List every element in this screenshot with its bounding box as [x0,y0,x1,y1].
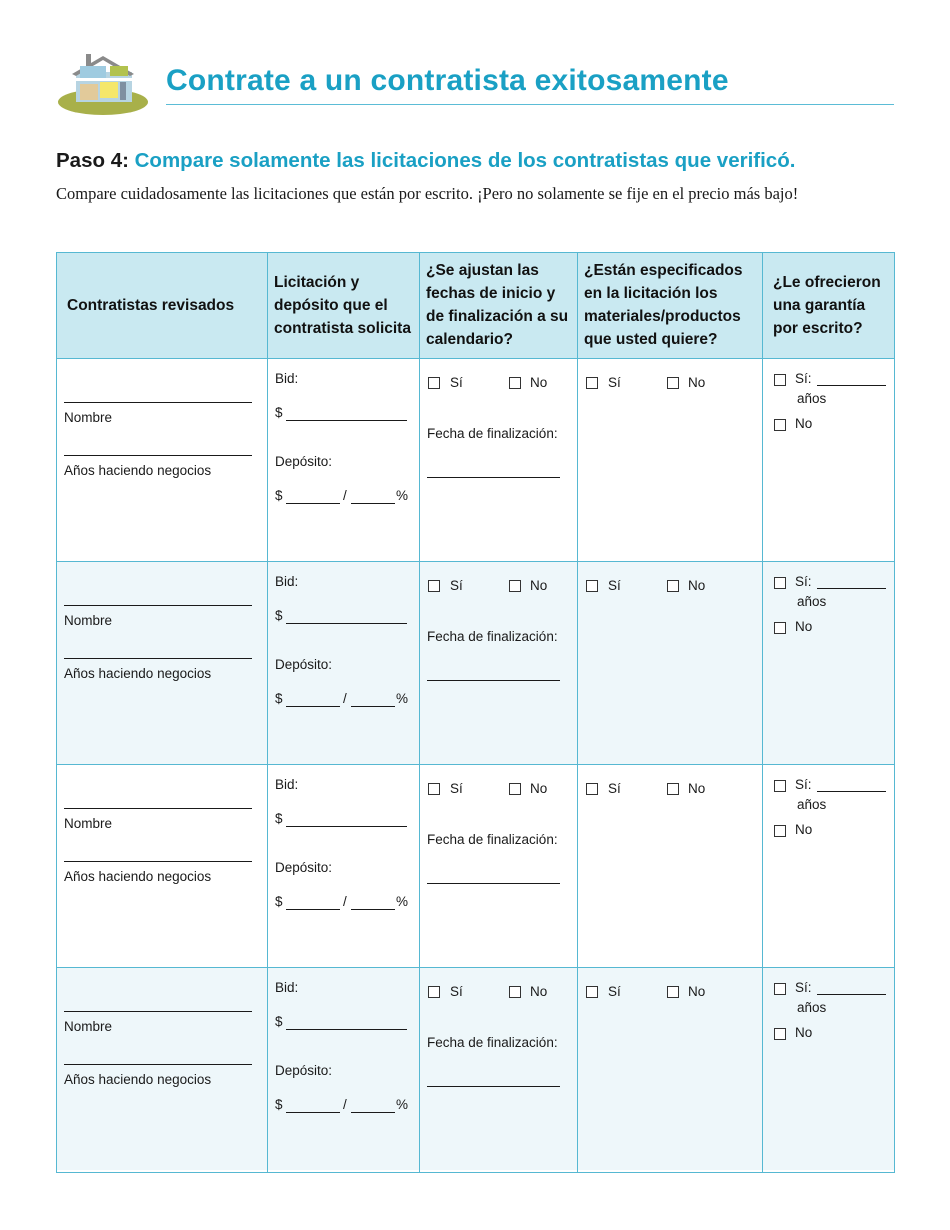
deposit-amount-field[interactable] [286,706,340,707]
materials-no-checkbox[interactable] [667,377,679,389]
deposit-percent-sign: % [396,691,409,706]
warranty-years-label: años [797,594,827,609]
warranty-no-label: No [795,1025,813,1040]
schedule-yes-checkbox[interactable] [428,580,440,592]
bid-label: Bid: [275,980,299,995]
intro-text: Compare cuidadosamente las licitaciones que están por escrito. ¡Pero no solamente se fije en el precio más bajo! [56,184,799,203]
years-in-business-field[interactable] [64,861,252,862]
column-header-line: fechas de inicio y [426,285,556,302]
warranty-no-label: No [795,619,813,634]
deposit-percent-field[interactable] [351,909,395,910]
deposit-dollar-sign: $ [275,1097,283,1112]
column-header-line: en la licitación los [584,285,718,302]
bid-amount-field[interactable] [286,826,407,827]
bid-dollar-sign: $ [275,1014,283,1029]
name-label: Nombre [64,816,113,831]
deposit-amount-field[interactable] [286,909,340,910]
column-header-line: materiales/productos [584,308,741,325]
warranty-yes-label: Sí: [795,980,812,995]
deposit-dollar-sign: $ [275,894,283,909]
deposit-label: Depósito: [275,657,333,672]
deposit-label: Depósito: [275,454,333,469]
warranty-years-field[interactable] [817,588,886,589]
end-date-field[interactable] [427,477,560,478]
materials-no-checkbox[interactable] [667,986,679,998]
column-header-line: ¿Se ajustan las [426,262,539,279]
materials-no-checkbox[interactable] [667,580,679,592]
name-field[interactable] [64,808,252,809]
schedule-no-checkbox[interactable] [509,986,521,998]
deposit-percent-sign: % [396,1097,409,1112]
years-in-business-field[interactable] [64,658,252,659]
schedule-no-label: No [530,375,548,390]
column-header-line: una garantía [773,296,866,314]
step-text: Compare solamente las licitaciones de los contratistas que verificó. [134,149,796,172]
schedule-yes-label: Sí [450,578,463,593]
schedule-yes-label: Sí [450,781,463,796]
schedule-no-label: No [530,781,548,796]
end-date-label: Fecha de finalización: [427,629,558,644]
deposit-amount-field[interactable] [286,503,340,504]
name-field[interactable] [64,605,252,606]
name-label: Nombre [64,613,113,628]
warranty-no-checkbox[interactable] [774,1028,786,1040]
schedule-no-checkbox[interactable] [509,783,521,795]
warranty-years-field[interactable] [817,994,886,995]
deposit-dollar-sign: $ [275,488,283,503]
materials-no-label: No [688,578,706,593]
warranty-years-label: años [797,391,827,406]
years-in-business-label: Años haciendo negocios [64,666,212,681]
deposit-percent-field[interactable] [351,706,395,707]
deposit-percent-sign: % [396,894,409,909]
end-date-label: Fecha de finalización: [427,832,558,847]
warranty-years-label: años [797,1000,827,1015]
warranty-no-checkbox[interactable] [774,622,786,634]
deposit-percent-field[interactable] [351,1112,395,1113]
materials-yes-label: Sí [608,984,621,999]
deposit-slash: / [343,1097,347,1112]
bid-amount-field[interactable] [286,623,407,624]
warranty-years-label: años [797,797,827,812]
schedule-yes-checkbox[interactable] [428,783,440,795]
warranty-no-checkbox[interactable] [774,825,786,837]
years-in-business-field[interactable] [64,455,252,456]
schedule-yes-label: Sí [450,375,463,390]
warranty-no-checkbox[interactable] [774,419,786,431]
bid-dollar-sign: $ [275,608,283,623]
warranty-yes-checkbox[interactable] [774,983,786,995]
years-in-business-label: Años haciendo negocios [64,869,212,884]
bid-label: Bid: [275,574,299,589]
bid-amount-field[interactable] [286,420,407,421]
bid-dollar-sign: $ [275,811,283,826]
materials-yes-label: Sí [608,578,621,593]
schedule-yes-checkbox[interactable] [428,377,440,389]
materials-yes-checkbox[interactable] [586,986,598,998]
column-header-line: por escrito? [773,319,863,337]
warranty-no-label: No [795,416,813,431]
materials-no-checkbox[interactable] [667,783,679,795]
house-logo-icon [56,52,150,118]
column-header-line: Contratistas revisados [67,296,235,314]
deposit-slash: / [343,894,347,909]
warranty-yes-checkbox[interactable] [774,780,786,792]
deposit-dollar-sign: $ [275,691,283,706]
step-heading [56,149,795,173]
materials-no-label: No [688,781,706,796]
materials-yes-checkbox[interactable] [586,783,598,795]
comparison-table [56,252,895,1173]
name-field[interactable] [64,1011,252,1012]
name-label: Nombre [64,410,113,425]
schedule-yes-checkbox[interactable] [428,986,440,998]
end-date-field[interactable] [427,1086,560,1087]
materials-yes-checkbox[interactable] [586,580,598,592]
warranty-yes-checkbox[interactable] [774,577,786,589]
warranty-yes-checkbox[interactable] [774,374,786,386]
warranty-years-field[interactable] [817,791,886,792]
schedule-no-label: No [530,578,548,593]
deposit-amount-field[interactable] [286,1112,340,1113]
warranty-yes-label: Sí: [795,574,812,589]
column-header-line: ¿Están especificados [584,262,743,279]
column-header-line: ¿Le ofrecieron [773,273,881,291]
end-date-label: Fecha de finalización: [427,1035,558,1050]
end-date-field[interactable] [427,680,560,681]
materials-yes-label: Sí [608,375,621,390]
schedule-no-checkbox[interactable] [509,580,521,592]
column-header-line: depósito que el [274,296,388,314]
materials-no-label: No [688,984,706,999]
end-date-field[interactable] [427,883,560,884]
deposit-percent-field[interactable] [351,503,395,504]
materials-yes-checkbox[interactable] [586,377,598,389]
column-header-line: que usted quiere? [584,331,718,348]
schedule-no-checkbox[interactable] [509,377,521,389]
page-title: Contrate a un contratista exitosamente [166,64,729,97]
column-header-line: contratista solicita [274,319,411,337]
materials-yes-label: Sí [608,781,621,796]
warranty-no-label: No [795,822,813,837]
bid-label: Bid: [275,777,299,792]
deposit-slash: / [343,488,347,503]
bid-amount-field[interactable] [286,1029,407,1030]
schedule-yes-label: Sí [450,984,463,999]
warranty-years-field[interactable] [817,385,886,386]
bid-dollar-sign: $ [275,405,283,420]
step-label: Paso 4: [56,149,129,172]
end-date-label: Fecha de finalización: [427,426,558,441]
column-header-line: Licitación y [274,273,360,291]
column-header-line: calendario? [426,331,513,348]
name-field[interactable] [64,402,252,403]
warranty-yes-label: Sí: [795,371,812,386]
deposit-label: Depósito: [275,1063,333,1078]
column-header-line: de finalización a su [426,308,569,325]
title-divider [166,104,894,105]
warranty-yes-label: Sí: [795,777,812,792]
deposit-percent-sign: % [396,488,409,503]
schedule-no-label: No [530,984,548,999]
materials-no-label: No [688,375,706,390]
bid-label: Bid: [275,371,299,386]
years-in-business-field[interactable] [64,1064,252,1065]
deposit-slash: / [343,691,347,706]
years-in-business-label: Años haciendo negocios [64,463,212,478]
deposit-label: Depósito: [275,860,333,875]
years-in-business-label: Años haciendo negocios [64,1072,212,1087]
name-label: Nombre [64,1019,113,1034]
